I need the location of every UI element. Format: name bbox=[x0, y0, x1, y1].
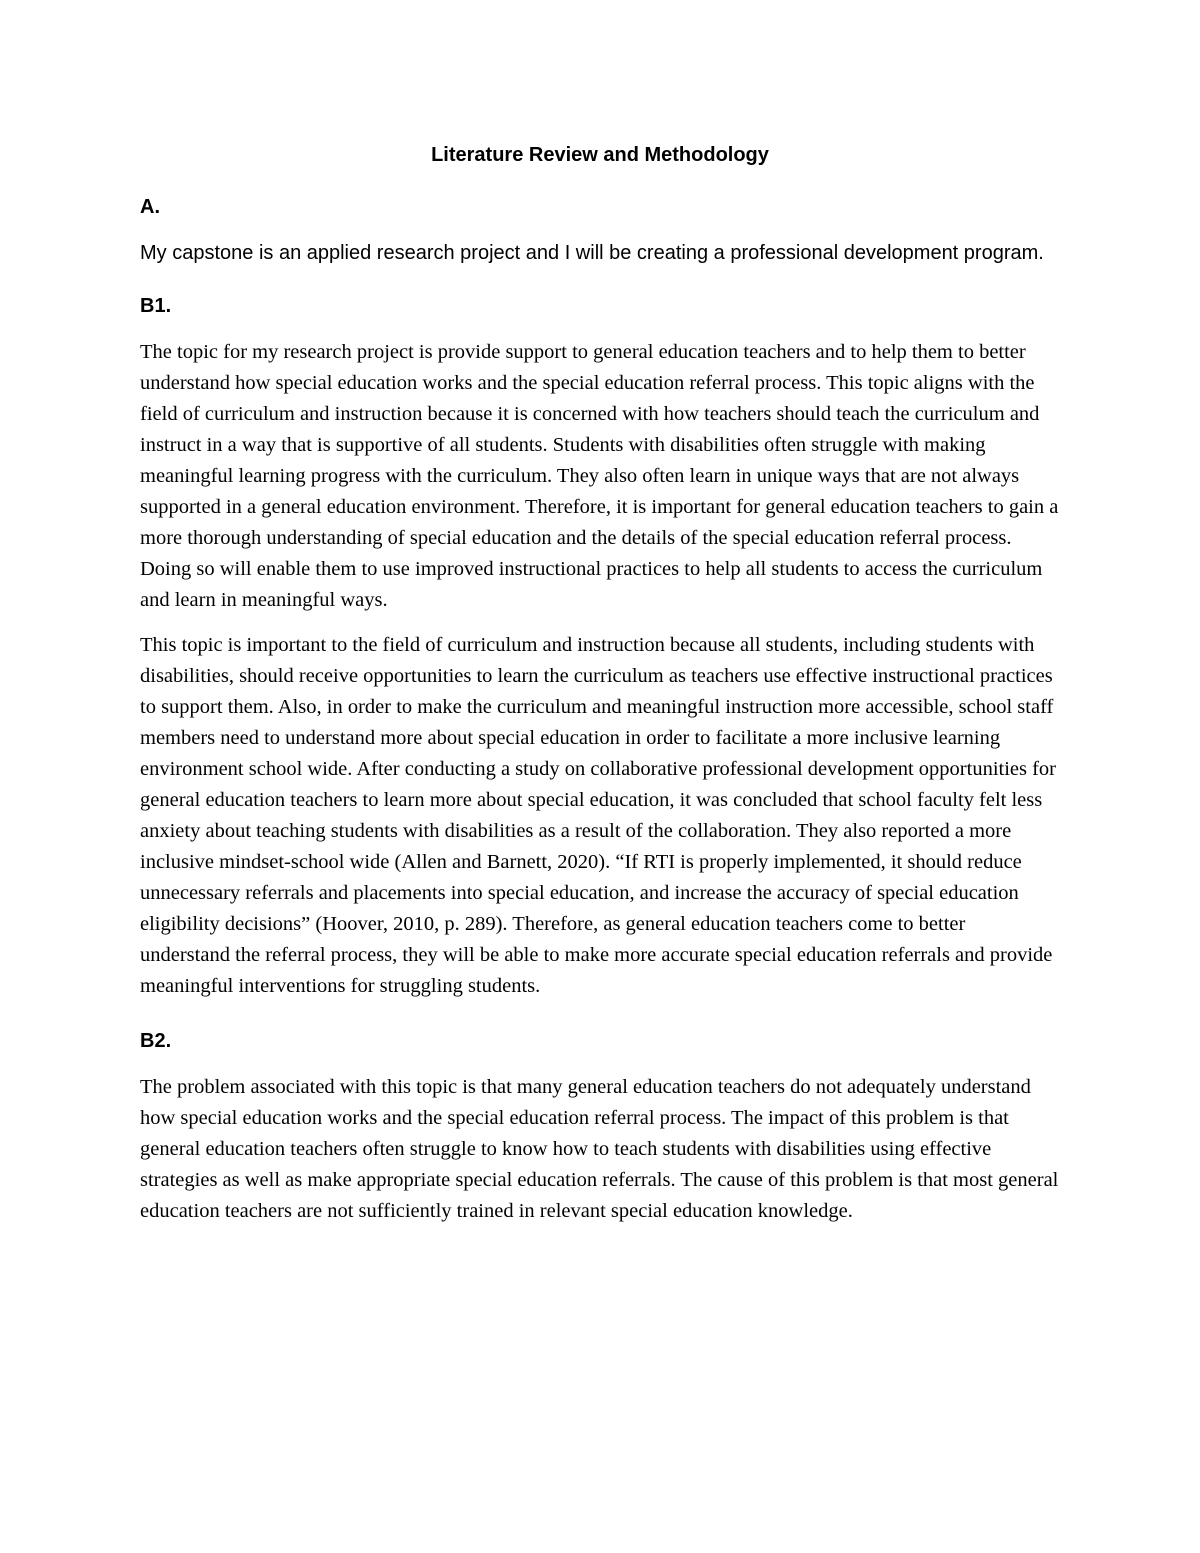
paragraph: The topic for my research project is provide support to general education teachers and to help them to better understand how special education works and the special education referral process. This topic aligns with the field of curriculum and instruction because it is concerned with how teachers should teach the curriculum and instruct in a way that is supportive of all students. Students with disabilities often struggle with making meaningful learning progress with the curriculum. They also often learn in unique ways that are not always supported in a general education environment. Therefore, it is important for general education teachers to gain a more thorough understanding of special education and the details of the special education referral process. Doing so will enable them to use improved instructional practices to help all students to access the curriculum and learn in meaningful ways. bbox=[140, 341, 1059, 611]
section-heading-a: A. bbox=[140, 196, 160, 218]
document-title: Literature Review and Methodology bbox=[431, 144, 769, 166]
section-a bbox=[140, 192, 1060, 269]
document-body bbox=[140, 140, 1060, 1241]
paragraph: This topic is important to the field of curriculum and instruction because all students, including students with disabilities, should receive opportunities to learn the curriculum as teachers use effective instructional practices to support them. Also, in order to make the curriculum and meaningful instruction more accessible, school staff members need to understand more about special education in order to facilitate a more inclusive learning environment school wide. After conducting a study on collaborative professional development opportunities for general education teachers to learn more about special education, it was concluded that school faculty felt less anxiety about teaching students with disabilities as a result of the collaboration. They also reported a more inclusive mindset-school wide (Allen and Barnett, 2020). “If RTI is properly implemented, it should reduce unnecessary referrals and placements into special education, and increase the accuracy of special education eligibility decisions” (Hoover, 2010, p. 289). Therefore, as general education teachers come to better understand the referral process, they will be able to make more accurate special education referrals and provide meaningful interventions for struggling students. bbox=[140, 634, 1057, 997]
paragraph: The problem associated with this topic is that many general education teachers do not adequately understand how special education works and the special education referral process. The impact of this problem is that general education teachers often struggle to know how to teach students with disabilities using effective strategies as well as make appropriate special education referrals. The cause of this problem is that most general education teachers are not sufficiently trained in relevant special education knowledge. bbox=[140, 1076, 1059, 1222]
section-b1 bbox=[140, 291, 1060, 1002]
paragraph: My capstone is an applied research project and I will be creating a professional development program. bbox=[140, 242, 1044, 264]
section-heading-b2: B2. bbox=[140, 1030, 172, 1052]
section-heading-b1: B1. bbox=[140, 295, 172, 317]
section-b2 bbox=[140, 1026, 1060, 1227]
